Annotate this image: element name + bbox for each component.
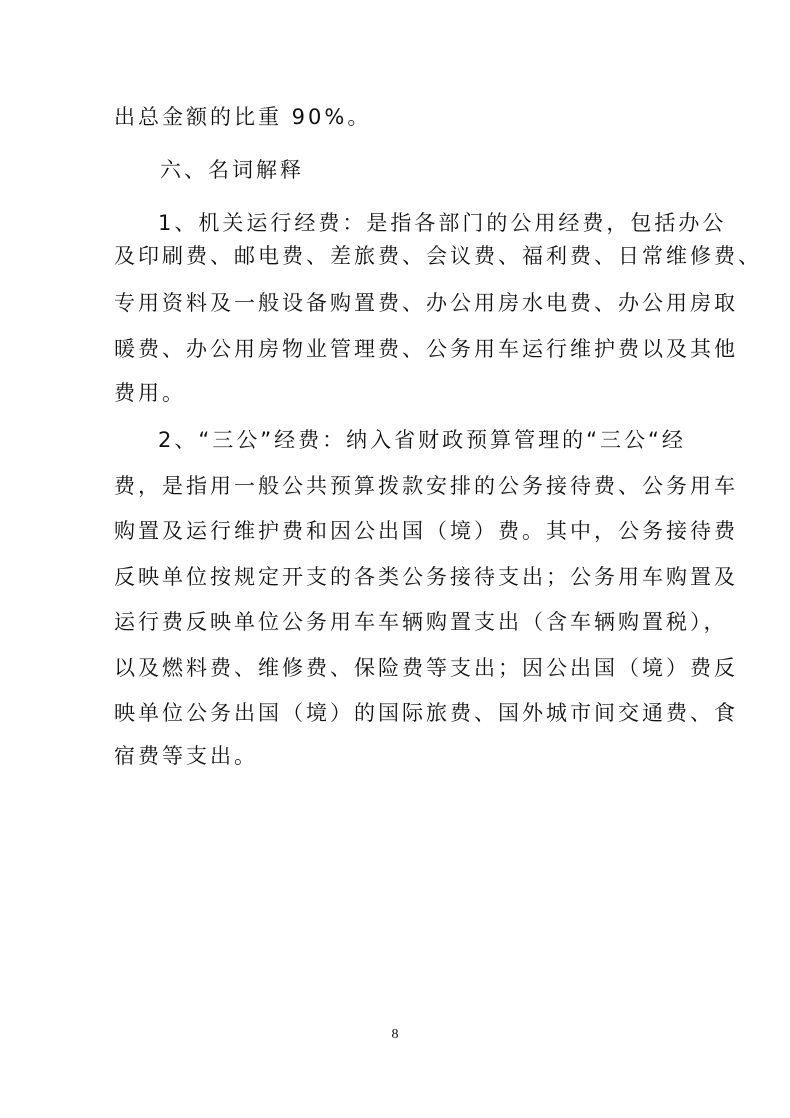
text-line: 2、“三公”经费：纳入省财政预算管理的“三公“经 <box>158 428 686 452</box>
text-line: 出总金额的比重 90%。 <box>114 105 372 129</box>
text-line: 购置及运行维护费和因公出国（境）费。其中，公务接待费 <box>114 519 738 543</box>
text-line: 专用资料及一般设备购置费、办公用房水电费、办公用房取 <box>114 291 738 315</box>
text-line: 以及燃料费、维修费、保险费等支出；因公出国（境）费反 <box>114 656 738 680</box>
page-number: 8 <box>391 1027 399 1042</box>
text-line: 及印刷费、邮电费、差旅费、会议费、福利费、日常维修费、 <box>114 244 762 268</box>
text-line: 费用。 <box>114 381 186 405</box>
section-heading: 六、名词解释 <box>160 158 304 182</box>
text-line: 映单位公务出国（境）的国际旅费、国外城市间交通费、食 <box>114 701 738 725</box>
text-line: 反映单位按规定开支的各类公务接待支出；公务用车购置及 <box>114 565 738 589</box>
text-line: 暖费、办公用房物业管理费、公务用车运行维护费以及其他 <box>114 337 738 361</box>
text-line: 费，是指用一般公共预算拨款安排的公务接待费、公务用车 <box>114 474 738 498</box>
text-line: 1、机关运行经费：是指各部门的公用经费，包括办公 <box>158 211 727 235</box>
text-line: 宿费等支出。 <box>114 744 258 768</box>
text-line: 运行费反映单位公务用车车辆购置支出（含车辆购置税）， <box>114 610 728 634</box>
